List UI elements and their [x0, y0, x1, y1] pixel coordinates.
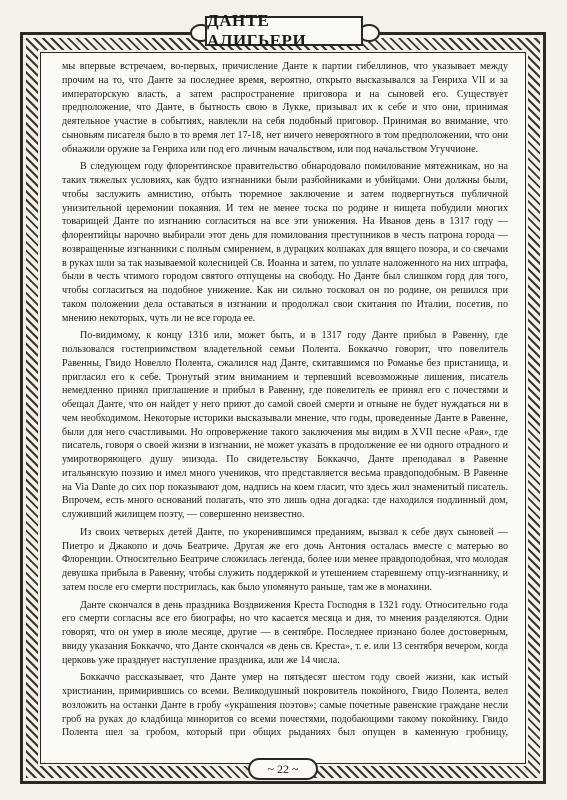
paragraph: По-видимому, к концу 1316 или, может быть, и в 1317 году Данте прибыл в Равенну, где пользовался гостеприимством владетельной семьи Полента. Боккаччо говорит, что повелитель Равенны, Гвидо Новелло Полента, сжалился над Данте, скитавшимся по Романье без пристанища, и пригласил его к себе. Тронутый этим вниманием и терпевший всевозможные лишения, писатель немедленно принял приглашение и прибыл в Равенну, где повелитель ее принял его с почестями и обещал Данте, что он найдет у него приют до самой своей смерти и отныне не будет нуждаться ни в чем необходимом. Некоторые историки высказывали мнение, что годы, проведенные Данте в Равенне, были для него счастливыми. Но опровержение такого заключения мы видим в XVII песне «Рая», где писатель, говоря о своей жизни в изгнании, не может указать в продолжение ее ни одного отрадного и умиротворяющего душу эпизода. По свидетельству Боккаччо, Данте преподавал в Равенне итальянскую поэзию и имел много учеников, что представляется весьма правдоподобным. В Равенне на Via Dante до сих пор показывают дом, надпись на коем гласит, что здесь жил знаменитый писатель. Впрочем, есть много оснований полагать, что это лишь одна догадка: где находился подлинный дом, служивший жилищем поэту, — совершенно неизвестно. [62, 330, 508, 520]
paragraph: мы впервые встречаем, во-первых, причисление Данте к партии гибеллинов, что указывает между прочим на то, что Данте за последнее время, вероятно, открыто высказывался за Генриха VII и за императорскую власть, а затем распространение приговора и на сыновей его. Существует предположение, что Данте, в бытность свою в Лукке, призывал их к себе и что они, принимая деятельное участие в событиях, навлекли на себя подобный приговор. Принимая во внимание, что сыновьям писателя было в то время лет 17-18, нет ничего невероятного в том предположении, что они обнажили оружие за Генриха или под его личным начальством, или под начальством Угуччионе. [62, 61, 508, 155]
paragraph: Из своих четверых детей Данте, по укоренившимся преданиям, вызвал к себе двух сыновей — Пиетро и Джакопо и дочь Беатриче. Другая же его дочь Антония осталась вместе с матерью во Флоренции. Относительно Беатриче сложилась легенда, более или менее правдоподобная, что молодая девушка прибыла в Равенну, чтобы служить поддержкой и утешением старевшему отцу-изгнаннику, и затем после его смерти постриглась, как было упомянуто раньше, там же в монахини. [62, 526, 508, 593]
page-number: ~ 22 ~ [267, 761, 299, 776]
header-title: ДАНТЕ АЛИГЬЕРИ [207, 11, 307, 50]
paragraph: В следующем году флорентинское правительство обнародовало помилование мятежникам, но на таких тяжелых условиях, как будто изгнанники были разбойниками и убийцами. Они должны были, чтобы заслужить амнистию, отбыть тюремное заключение и затем подвергнуться публичной унизительной церемонии покаяния. И тем не менее тоска по родине и нищета побудили многих товарищей Данте по изгнанию согласиться на все эти унижения. На Иванов день в 1317 году — флорентийцы нарочно выбирали этот день для помилования преступников в честь патрона города — возвращенные изгнанники с полным смирением, в дурацких колпаках для вящего позора, и со свечами в руках шли за так называемой колесницей Св. Иоанна и затем, по уплате наложенного на них штрафа, были в честь чтимого городом святого отпущены на свободу. Но Данте был слишком горд для того, чтобы согласиться на подобное унижение. Как ни сильно тосковал он по родине, он решился при таком положении дела оставаться в изгнании и продолжал свои скитания по Италии, посетив, по мнению некоторых, чуть ли не все города ее. [62, 161, 508, 324]
paragraph: Боккаччо рассказывает, что Данте умер на пятьдесят шестом году своей жизни, как истый христианин, примирившись со всеми. Великодушный покровитель покойного, Гвидо Полента, велел возложить на останки Данте в гробу «украшения поэтов»; самые почетные равенские граждане несли гроб на руках до кладбища миноритов со всеми почестями, подобающими такому покойнику. Гвидо Полента шел за гробом, который при общих рыданиях был опущен в каменную гробницу, [62, 672, 508, 739]
running-header [205, 11, 363, 50]
page-number-plate [248, 758, 318, 780]
body-text [62, 60, 508, 740]
paragraph: Данте скончался в день праздника Воздвижения Креста Господня в 1321 году. Относительно года его смерти согласны все его биографы, но что касается месяца и дня, то мнения разделяются. Одни говорят, что он умер в июле месяце, другие — в сентябре. Последнее признано более достоверным, ввиду указания Боккаччо, что Данте скончался «в день св. Креста», т. е. или 13 сентября вечером, когда церковь уже празднует наступление праздника, или же 14 числа. [62, 599, 508, 666]
